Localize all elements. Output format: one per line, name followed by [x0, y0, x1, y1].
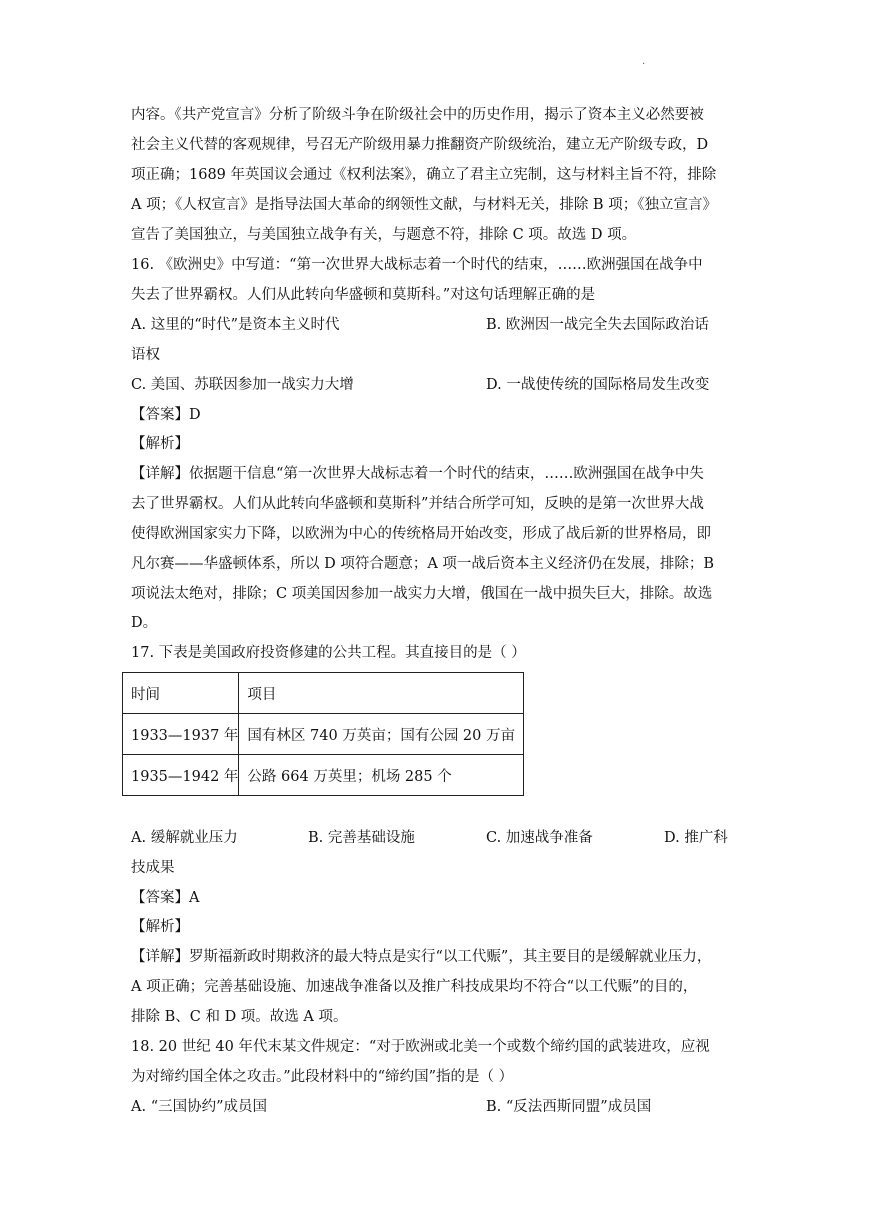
- q16-option-c: C. 美国、苏联因参加一战实力大增: [131, 377, 354, 393]
- q16-detail: 凡尔赛——华盛顿体系，所以 D 项符合题意；A 项一战后资本主义经济仍在发展，排除；B: [131, 556, 715, 572]
- table-cell: 1935—1942 年: [123, 755, 239, 796]
- header-mark: .: [642, 56, 646, 67]
- q16-option-d: D. 一战使传统的国际格局发生改变: [486, 377, 710, 393]
- table-row: [123, 755, 524, 796]
- q17-option-c: C. 加速战争准备: [486, 830, 593, 846]
- q17-option-a: A. 缓解就业压力: [131, 830, 238, 846]
- q17-option-b: B. 完善基础设施: [308, 830, 415, 846]
- text-line: 社会主义代替的客观规律，号召无产阶级用暴力推翻资产阶级统治，建立无产阶级专政，D: [131, 137, 709, 153]
- q16-detail: 项说法太绝对，排除；C 项美国因参加一战实力大增，俄国在一战中损失巨大，排除。故选: [131, 586, 713, 602]
- q16-option-b-cont: 语权: [131, 347, 160, 363]
- q16-option-b: B. 欧洲因一战完全失去国际政治话: [486, 317, 709, 333]
- public-works-table: [122, 672, 524, 796]
- table-cell: 1933—1937 年: [123, 714, 239, 755]
- q16-option-a: A. 这里的“时代”是资本主义时代: [131, 317, 340, 333]
- text-line: 项正确；1689 年英国议会通过《权利法案》，确立了君主立宪制，这与材料主旨不符，排除: [131, 167, 717, 183]
- table-header-time: 时间: [123, 673, 239, 714]
- q16-detail: 去了世界霸权。人们从此转向华盛顿和莫斯科”并结合所学可知，反映的是第一次世界大战: [131, 496, 704, 512]
- q16-stem: 失去了世界霸权。人们从此转向华盛顿和莫斯科。”对这句话理解正确的是: [131, 287, 596, 303]
- q16-answer: 【答案】D: [131, 407, 201, 423]
- q17-answer: 【答案】A: [131, 890, 200, 906]
- q17-option-d-cont: 技成果: [131, 860, 175, 876]
- text-line: 宣告了美国独立，与美国独立战争有关，与题意不符，排除 C 项。故选 D 项。: [131, 227, 637, 243]
- table-header-row: [123, 673, 524, 714]
- table-cell: 国有林区 740 万英亩；国有公园 20 万亩: [239, 714, 524, 755]
- q17-stem: 17. 下表是美国政府投资修建的公共工程。其直接目的是（ ）: [131, 645, 526, 661]
- text-line: 内容。《共产党宣言》分析了阶级斗争在阶级社会中的历史作用，揭示了资本主义必然要被: [131, 107, 704, 123]
- q16-stem: 16. 《欧洲史》中写道：“第一次世界大战标志着一个时代的结束，……欧洲强国在战争中: [131, 257, 703, 273]
- q18-stem: 18. 20 世纪 40 年代末某文件规定：“对于欧洲或北美一个或数个缔约国的武装进攻，应视: [131, 1039, 710, 1055]
- q16-detail: 【详解】依据题干信息“第一次世界大战标志着一个时代的结束，……欧洲强国在战争中失: [131, 466, 704, 482]
- q17-detail: 排除 B、C 和 D 项。故选 A 项。: [131, 1009, 348, 1025]
- q17-detail: A 项正确；完善基础设施、加速战争准备以及推广科技成果均不符合“以工代赈”的目的，: [131, 979, 698, 995]
- text-line: A 项；《人权宣言》是指导法国大革命的纲领性文献，与材料无关，排除 B 项；《独立宣言》: [131, 197, 717, 213]
- q17-detail: 【详解】罗斯福新政时期救济的最大特点是实行“以工代赈”，其主要目的是缓解就业压力，: [131, 949, 712, 965]
- q16-detail: D。: [131, 615, 158, 631]
- q18-option-b: B. “反法西斯同盟”成员国: [486, 1099, 652, 1115]
- q16-detail: 使得欧洲国家实力下降，以欧洲为中心的传统格局开始改变，形成了战后新的世界格局，即: [131, 526, 711, 542]
- table-row: [123, 714, 524, 755]
- q16-analysis-label: 【解析】: [131, 436, 189, 452]
- q18-stem: 为对缔约国全体之攻击。”此段材料中的“缔约国”指的是（ ）: [131, 1069, 514, 1085]
- q17-option-d: D. 推广科: [664, 830, 728, 846]
- q18-option-a: A. “三国协约”成员国: [131, 1099, 268, 1115]
- table-cell: 公路 664 万英里；机场 285 个: [239, 755, 524, 796]
- table-header-project: 项目: [239, 673, 524, 714]
- q17-analysis-label: 【解析】: [131, 919, 189, 935]
